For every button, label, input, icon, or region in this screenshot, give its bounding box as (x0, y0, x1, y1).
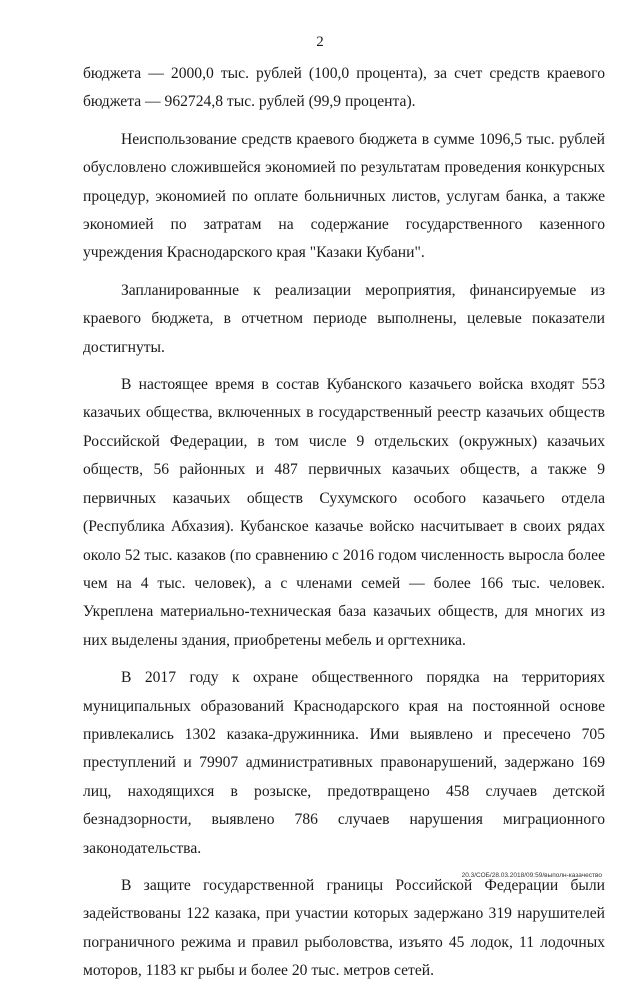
footer-document-code: 20.3/СОБ/28.03.2018/09:59/выполн-казачество (461, 872, 602, 879)
page-number: 2 (316, 34, 324, 50)
paragraph-cossack-societies: В настоящее время в состав Кубанского казачьего войска входят 553 казачьих общества, включенных в государственный реестр казачьих обществ Российской Федерации, в том числе 9 отдельских (окружных) казачьих обществ, 56 районных и 487 первичных казачьих обществ, а также 9 первичных казачьих обществ Сухумского особого казачьего отдела (Республика Абхазия). Кубанское казачье войско насчитывает в своих рядах около 52 тыс. казаков (по сравнению с 2016 годом численность выросла более чем на 4 тыс. человек), а с членами семей — более 166 тыс. человек. Укреплена материально-техническая база казачьих обществ, для многих из них выделены здания, приобретены мебель и оргтехника. (83, 376, 605, 649)
paragraph-public-order: В 2017 году к охране общественного порядка на территориях муниципальных образований Краснодарского края на постоянной основе привлекались 1302 казака-дружинника. Ими выявлено и пресечено 705 преступлений и 79907 административных правонарушений, задержано 169 лиц, находящихся в розыске, предотвращено 458 случаев детской безнадзорности, выявлено 786 случаев нарушения миграционного законодательства. (83, 669, 605, 857)
document-body (83, 60, 605, 995)
paragraph-border-protection: В защите государственной границы Российской Федерации были задействованы 122 казака, при участии которых задержано 319 нарушителей пограничного режима и правил рыболовства, изъято 45 лодок, 11 лодочных моторов, 1183 кг рыбы и более 20 тыс. метров сетей. (83, 876, 605, 980)
paragraph-planned-activities: Запланированные к реализации мероприятия, финансируемые из краевого бюджета, в отчетном периоде выполнены, целевые показатели достигнуты. (83, 281, 605, 356)
paragraph-budget-summary: бюджета — 2000,0 тыс. рублей (100,0 процента), за счет средств краевого бюджета — 962724,8 тыс. рублей (99,9 процента). (83, 65, 605, 111)
paragraph-unused-funds: Неиспользование средств краевого бюджета в сумме 1096,5 тыс. рублей обусловлено сложившейся экономией по результатам проведения конкурсных процедур, экономией по оплате больничных листов, услугам банка, а также экономией по затратам на содержание государственного казенного учреждения Краснодарского края "Казаки Кубани". (83, 130, 605, 262)
